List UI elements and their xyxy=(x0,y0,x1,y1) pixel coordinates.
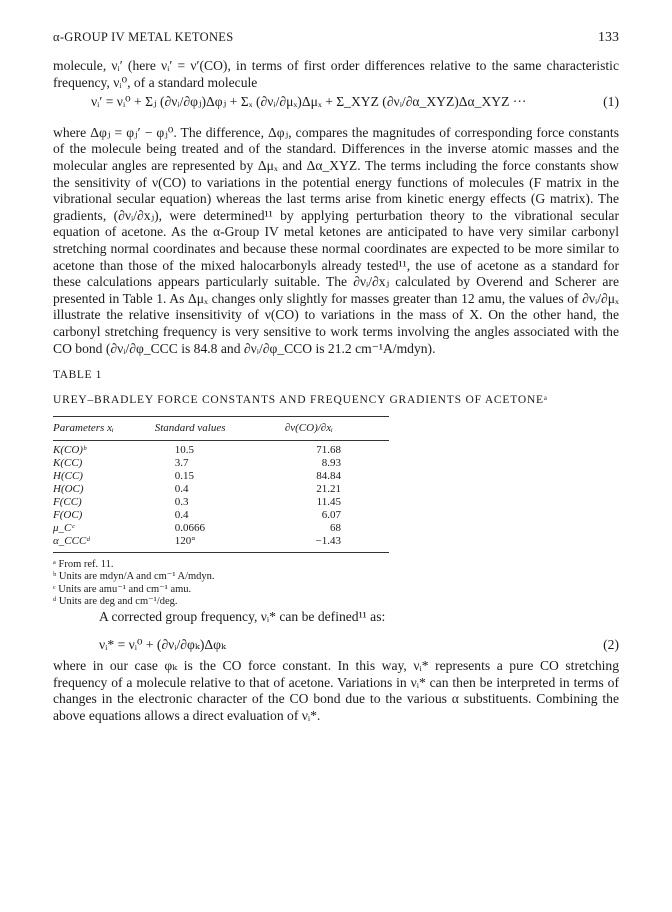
column-header-gradient: ∂ν(CO)/∂xᵢ xyxy=(285,417,389,441)
footnote: ᵃ From ref. 11. xyxy=(53,558,114,570)
table-cell: K(CC) xyxy=(53,456,83,469)
table-footnotes xyxy=(53,559,619,609)
equation-2-expression: νᵢ* = νᵢ⁰ + (∂νᵢ/∂φₖ)Δφₖ xyxy=(99,637,226,653)
body-text xyxy=(53,58,619,724)
table-row xyxy=(53,522,389,535)
table-1 xyxy=(53,367,619,609)
table-cell: 11.45 xyxy=(316,495,341,508)
table-cell: 21.21 xyxy=(316,482,341,495)
equation-2-number: (2) xyxy=(603,637,619,653)
paragraph-gradients: where Δφⱼ = φⱼ′ − φⱼ⁰. The difference, Δφⱼ, compares the magnitudes of corresponding force constants of the molecule being treated and of the standard. Differences in the inverse atomic masses and the molecular angles are represented by Δμₓ and Δα_XYZ. The terms including the force constants show the sensitivity of ν(CO) to variations in the potential energy functions of molecules (F matrix in the vibrational secular equation) whereas the last terms arise from kinetic energy effects (G matrix). The gradients, (∂νᵢ/∂xⱼ), were determined¹¹ by applying perturbation theory to the vibrational secular equation of acetone. As the α-Group IV metal ketones are anticipated to have very similar carbonyl stretching normal coordinates and because these normal coordinates are expected to be more similar to acetone than those of the mixed halocarbonyls already tested¹¹, the use of acetone as a standard for these calculations appears particularly suitable. The ∂νᵢ/∂xⱼ calculated by Overend and Scherer are presented in Table 1. As Δμₓ changes only slightly for masses greater than 12 amu, the values of ∂νᵢ/∂μₓ illustrate the relative insensitivity of ν(CO) to variations in the mass of X. On the other hand, the carbonyl stretching frequency is very sensitive to work terms involving the angles associated with the CO bond (∂νᵢ/∂φ_CCC is 84.8 and ∂νᵢ/∂φ_CCO is 21.2 cm⁻¹A/mdyn). xyxy=(53,124,619,356)
table-row xyxy=(53,440,389,457)
table-cell: H(CC) xyxy=(53,469,83,482)
footnote: ᵇ Units are mdyn/A and cm⁻¹ A/mdyn. xyxy=(53,571,215,583)
equation-1-expression: νᵢ′ = νᵢ⁰ + Σⱼ (∂νᵢ/∂φⱼ)Δφⱼ + Σₓ (∂νᵢ/∂μₓ)Δμₓ + Σ_XYZ (∂νᵢ/∂α_XYZ)Δα_XYZ ··· xyxy=(91,94,527,110)
table-cell: 3.7 xyxy=(174,456,189,469)
table-cell: 6.07 xyxy=(321,508,341,521)
table-cell: −1.43 xyxy=(285,535,389,553)
table-cell: 0.4 xyxy=(174,508,189,521)
running-title: α-GROUP IV METAL KETONES xyxy=(53,30,234,44)
table-cell: H(OC) xyxy=(53,482,84,495)
page-number: 133 xyxy=(598,30,619,45)
running-header xyxy=(53,30,619,46)
table-row xyxy=(53,470,389,483)
table-cell: 120° xyxy=(155,535,285,553)
table-cell: 10.5 xyxy=(174,443,194,456)
table-cell: 71.68 xyxy=(316,443,341,456)
table-cell: F(OC) xyxy=(53,508,83,521)
footnote: ᵈ Units are deg and cm⁻¹/deg. xyxy=(53,596,178,608)
footnote: ᶜ Units are amu⁻¹ and cm⁻¹ amu. xyxy=(53,583,192,595)
paragraph-intro: molecule, νᵢ′ (here νᵢ′ = ν′(CO), in terms of first order differences relative to the same characteristic frequency, νᵢ⁰, of a standard molecule xyxy=(53,58,619,90)
table-row xyxy=(53,483,389,496)
paragraph-conclusion: where in our case φₖ is the CO force constant. In this way, νᵢ* represents a pure CO stretching frequency of a molecule relative to that of acetone. Variations in νᵢ* can then be interpreted in terms of changes in the electronic character of the CO bond due to the various α substituents. Combining the above equations allows a direct evaluation of νᵢ*. xyxy=(53,658,619,723)
table-row xyxy=(53,496,389,509)
force-constants-table xyxy=(53,416,389,553)
table-cell: 84.84 xyxy=(316,469,341,482)
paragraph-corrected-frequency: A corrected group frequency, νᵢ* can be defined¹¹ as: xyxy=(99,608,386,624)
table-cell: 68 xyxy=(330,521,341,534)
table-cell: 0.3 xyxy=(174,495,189,508)
table-title: UREY–BRADLEY FORCE CONSTANTS AND FREQUENCY GRADIENTS OF ACETONEᵃ xyxy=(53,393,548,406)
equation-2 xyxy=(53,637,619,654)
table-cell: K(CO)ᵇ xyxy=(53,443,86,456)
table-cell: F(CC) xyxy=(53,495,82,508)
column-header-parameters: Parameters xᵢ xyxy=(53,417,155,441)
equation-1 xyxy=(53,94,619,111)
table-row xyxy=(53,457,389,470)
table-cell: α_CCCᵈ xyxy=(53,535,155,553)
table-header-row xyxy=(53,417,389,441)
table-cell: 0.15 xyxy=(174,469,194,482)
column-header-standard-values: Standard values xyxy=(155,417,285,441)
table-cell: 0.4 xyxy=(174,482,189,495)
table-cell: μ_Cᶜ xyxy=(53,521,75,534)
table-cell: 0.0666 xyxy=(174,521,205,534)
table-label: TABLE 1 xyxy=(53,369,102,382)
table-cell: 8.93 xyxy=(321,456,341,469)
table-row xyxy=(53,535,389,553)
equation-1-number: (1) xyxy=(603,94,619,110)
table-row xyxy=(53,509,389,522)
